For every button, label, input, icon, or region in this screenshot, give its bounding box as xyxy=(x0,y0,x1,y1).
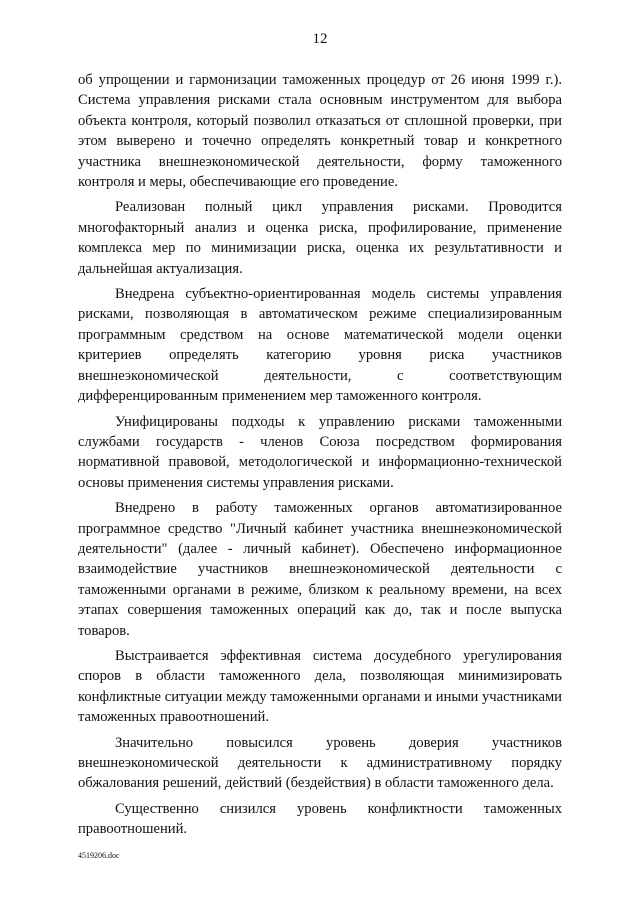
page-number: 12 xyxy=(312,31,328,47)
paragraph-6: Выстраивается эффективная система досудебного урегулирования споров в области таможенного дела, позволяющая минимизировать конфликтные ситуации между таможенными органами и иными участниками таможенных правоотношений. xyxy=(78,647,562,726)
paragraph-3: Внедрена субъектно-ориентированная модель системы управления рисками, позволяющая в автоматическом режиме специализированным программным средством на основе математической модели оценки критериев определять категорию уровня риска участников внешнеэкономической деятельности, с соответствующим дифференцированным применением мер таможенного контроля. xyxy=(78,286,562,405)
document-body xyxy=(78,70,562,845)
footer-filename: 4519206.doc xyxy=(78,851,120,860)
paragraph-1: об упрощении и гармонизации таможенных процедур от 26 июня 1999 г.). Система управления рисками стала основным инструментом для выбора объекта контроля, который позволил отказаться от сплошной проверки, при этом выверено и точечно определять конкретный товар и конкретного участника внешнеэкономической деятельности, форму таможенного контроля и меры, обеспечивающие его проведение. xyxy=(78,72,562,191)
paragraph-5: Внедрено в работу таможенных органов автоматизированное программное средство "Личный кабинет участника внешнеэкономической деятельности" (далее - личный кабинет). Обеспечено информационное взаимодействие участников внешнеэкономической деятельности с таможенными органами в режиме, близком к реальному времени, на всех этапах совершения таможенных операций как до, так и после выпуска товаров. xyxy=(78,500,562,639)
paragraph-8: Существенно снизился уровень конфликтности таможенных правоотношений. xyxy=(78,800,562,838)
paragraph-4: Унифицированы подходы к управлению рисками таможенными службами государств - членов Союза посредством формирования нормативной правовой, методологической и информационно-технической основы применения системы управления рисками. xyxy=(78,413,562,491)
paragraph-2: Реализован полный цикл управления рисками. Проводится многофакторный анализ и оценка риска, профилирование, применение комплекса мер по минимизации риска, оценка их результативности и дальнейшая актуализация. xyxy=(78,199,562,277)
paragraph-7: Значительно повысился уровень доверия участников внешнеэкономической деятельности к административному порядку обжалования решений, действий (бездействия) в области таможенного дела. xyxy=(78,734,562,792)
